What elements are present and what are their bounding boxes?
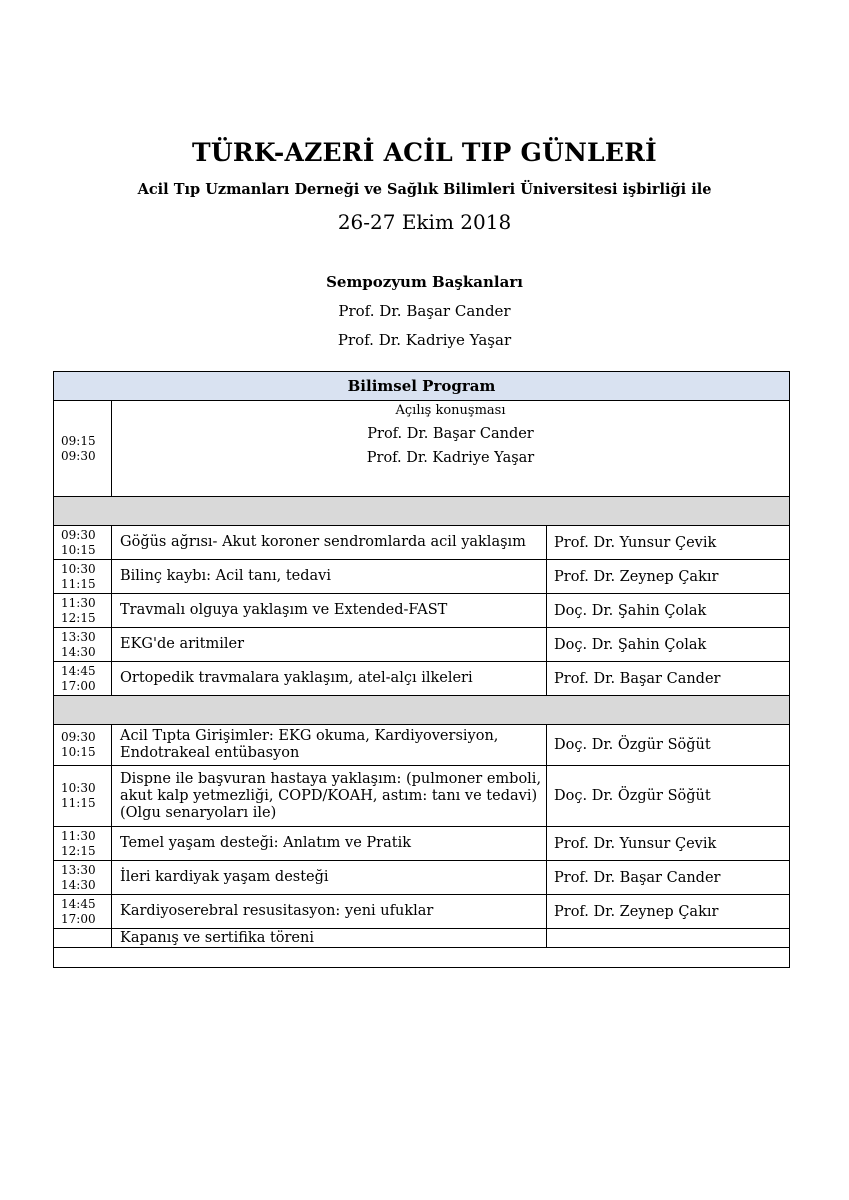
end-time: 17:00: [61, 911, 96, 926]
start-time: 09:15: [61, 433, 96, 448]
program-heading: Bilimsel Program: [54, 372, 790, 401]
end-time: 10:15: [61, 745, 96, 759]
table-row: [54, 766, 790, 827]
session-speaker: Prof. Dr. Yunsur Çevik: [547, 827, 790, 861]
session-speaker: Prof. Dr. Yunsur Çevik: [547, 526, 790, 560]
table-row: [54, 628, 790, 662]
end-time: 11:15: [61, 576, 96, 591]
session-speaker: Doç. Dr. Şahin Çolak: [547, 594, 790, 628]
program-table: [53, 371, 790, 968]
document-subtitle: Acil Tıp Uzmanları Derneği ve Sağlık Bilimleri Üniversitesi işbirliği ile: [137, 181, 712, 198]
session-topic: Kardiyoserebral resusitasyon: yeni ufuklar: [112, 895, 547, 929]
chair-name: Prof. Dr. Kadriye Yaşar: [337, 331, 512, 349]
empty-row: [54, 948, 790, 968]
start-time: 14:45: [61, 663, 96, 678]
chairs-heading: Sempozyum Başkanları: [326, 273, 523, 291]
end-time: 11:15: [61, 796, 96, 810]
session-topic: İleri kardiyak yaşam desteği: [112, 861, 547, 895]
chair-name: Prof. Dr. Başar Cander: [338, 302, 511, 320]
program-header-row: [54, 372, 790, 401]
session-speaker: Doç. Dr. Şahin Çolak: [547, 628, 790, 662]
start-time: 11:30: [61, 828, 96, 843]
day-separator: [54, 696, 790, 725]
opening-cell: [112, 401, 790, 497]
start-time: 11:30: [61, 595, 96, 610]
event-date: 26-27 Ekim 2018: [337, 210, 512, 234]
time-cell: [54, 401, 112, 497]
session-topic: Göğüs ağrısı- Akut koroner sendromlarda acil yaklaşım: [112, 526, 547, 560]
session-topic: Ortopedik travmalara yaklaşım, atel-alçı ilkeleri: [112, 662, 547, 696]
session-speaker: Doç. Dr. Özgür Söğüt: [547, 766, 790, 827]
session-topic: Acil Tıpta Girişimler: EKG okuma, Kardiyoversiyon, Endotrakeal entübasyon: [112, 725, 547, 766]
closing-topic: Kapanış ve sertifika töreni: [112, 929, 547, 948]
session-speaker: Prof. Dr. Zeynep Çakır: [547, 560, 790, 594]
end-time: 14:30: [61, 644, 96, 659]
start-time: 09:30: [61, 730, 96, 744]
session-topic: Travmalı olguya yaklaşım ve Extended-FAST: [112, 594, 547, 628]
session-topic: Bilinç kaybı: Acil tanı, tedavi: [112, 560, 547, 594]
session-topic: EKG'de aritmiler: [112, 628, 547, 662]
end-time: 09:30: [61, 448, 96, 463]
day-separator: [54, 497, 790, 526]
session-speaker: Doç. Dr. Özgür Söğüt: [547, 725, 790, 766]
table-row: [54, 662, 790, 696]
session-speaker: Prof. Dr. Zeynep Çakır: [547, 895, 790, 929]
start-time: 14:45: [61, 896, 96, 911]
opening-row: [54, 401, 790, 497]
start-time: 10:30: [61, 561, 96, 576]
session-topic: Temel yaşam desteği: Anlatım ve Pratik: [112, 827, 547, 861]
start-time: 13:30: [61, 862, 96, 877]
table-row: [54, 861, 790, 895]
end-time: 12:15: [61, 843, 96, 858]
end-time: 12:15: [61, 610, 96, 625]
table-row: [54, 526, 790, 560]
closing-row: [54, 929, 790, 948]
end-time: 14:30: [61, 877, 96, 892]
session-topic: Dispne ile başvuran hastaya yaklaşım: (pulmoner emboli, akut kalp yetmezliği, COPD/KOAH, astım: tanı ve tedavi) (Olgu senaryoları ile): [112, 766, 547, 827]
start-time: 13:30: [61, 629, 96, 644]
table-row: [54, 725, 790, 766]
session-speaker: Prof. Dr. Başar Cander: [547, 861, 790, 895]
table-row: [54, 895, 790, 929]
document-title: TÜRK-AZERİ ACİL TIP GÜNLERİ: [192, 138, 657, 167]
table-row: [54, 560, 790, 594]
opening-speaker: Prof. Dr. Kadriye Yaşar: [366, 450, 535, 466]
table-row: [54, 594, 790, 628]
start-time: 10:30: [61, 781, 96, 795]
end-time: 17:00: [61, 678, 96, 693]
end-time: 10:15: [61, 542, 96, 557]
opening-speaker: Prof. Dr. Başar Cander: [367, 426, 534, 442]
opening-title: Açılış konuşması: [395, 403, 506, 418]
start-time: 09:30: [61, 527, 96, 542]
table-row: [54, 827, 790, 861]
session-speaker: Prof. Dr. Başar Cander: [547, 662, 790, 696]
